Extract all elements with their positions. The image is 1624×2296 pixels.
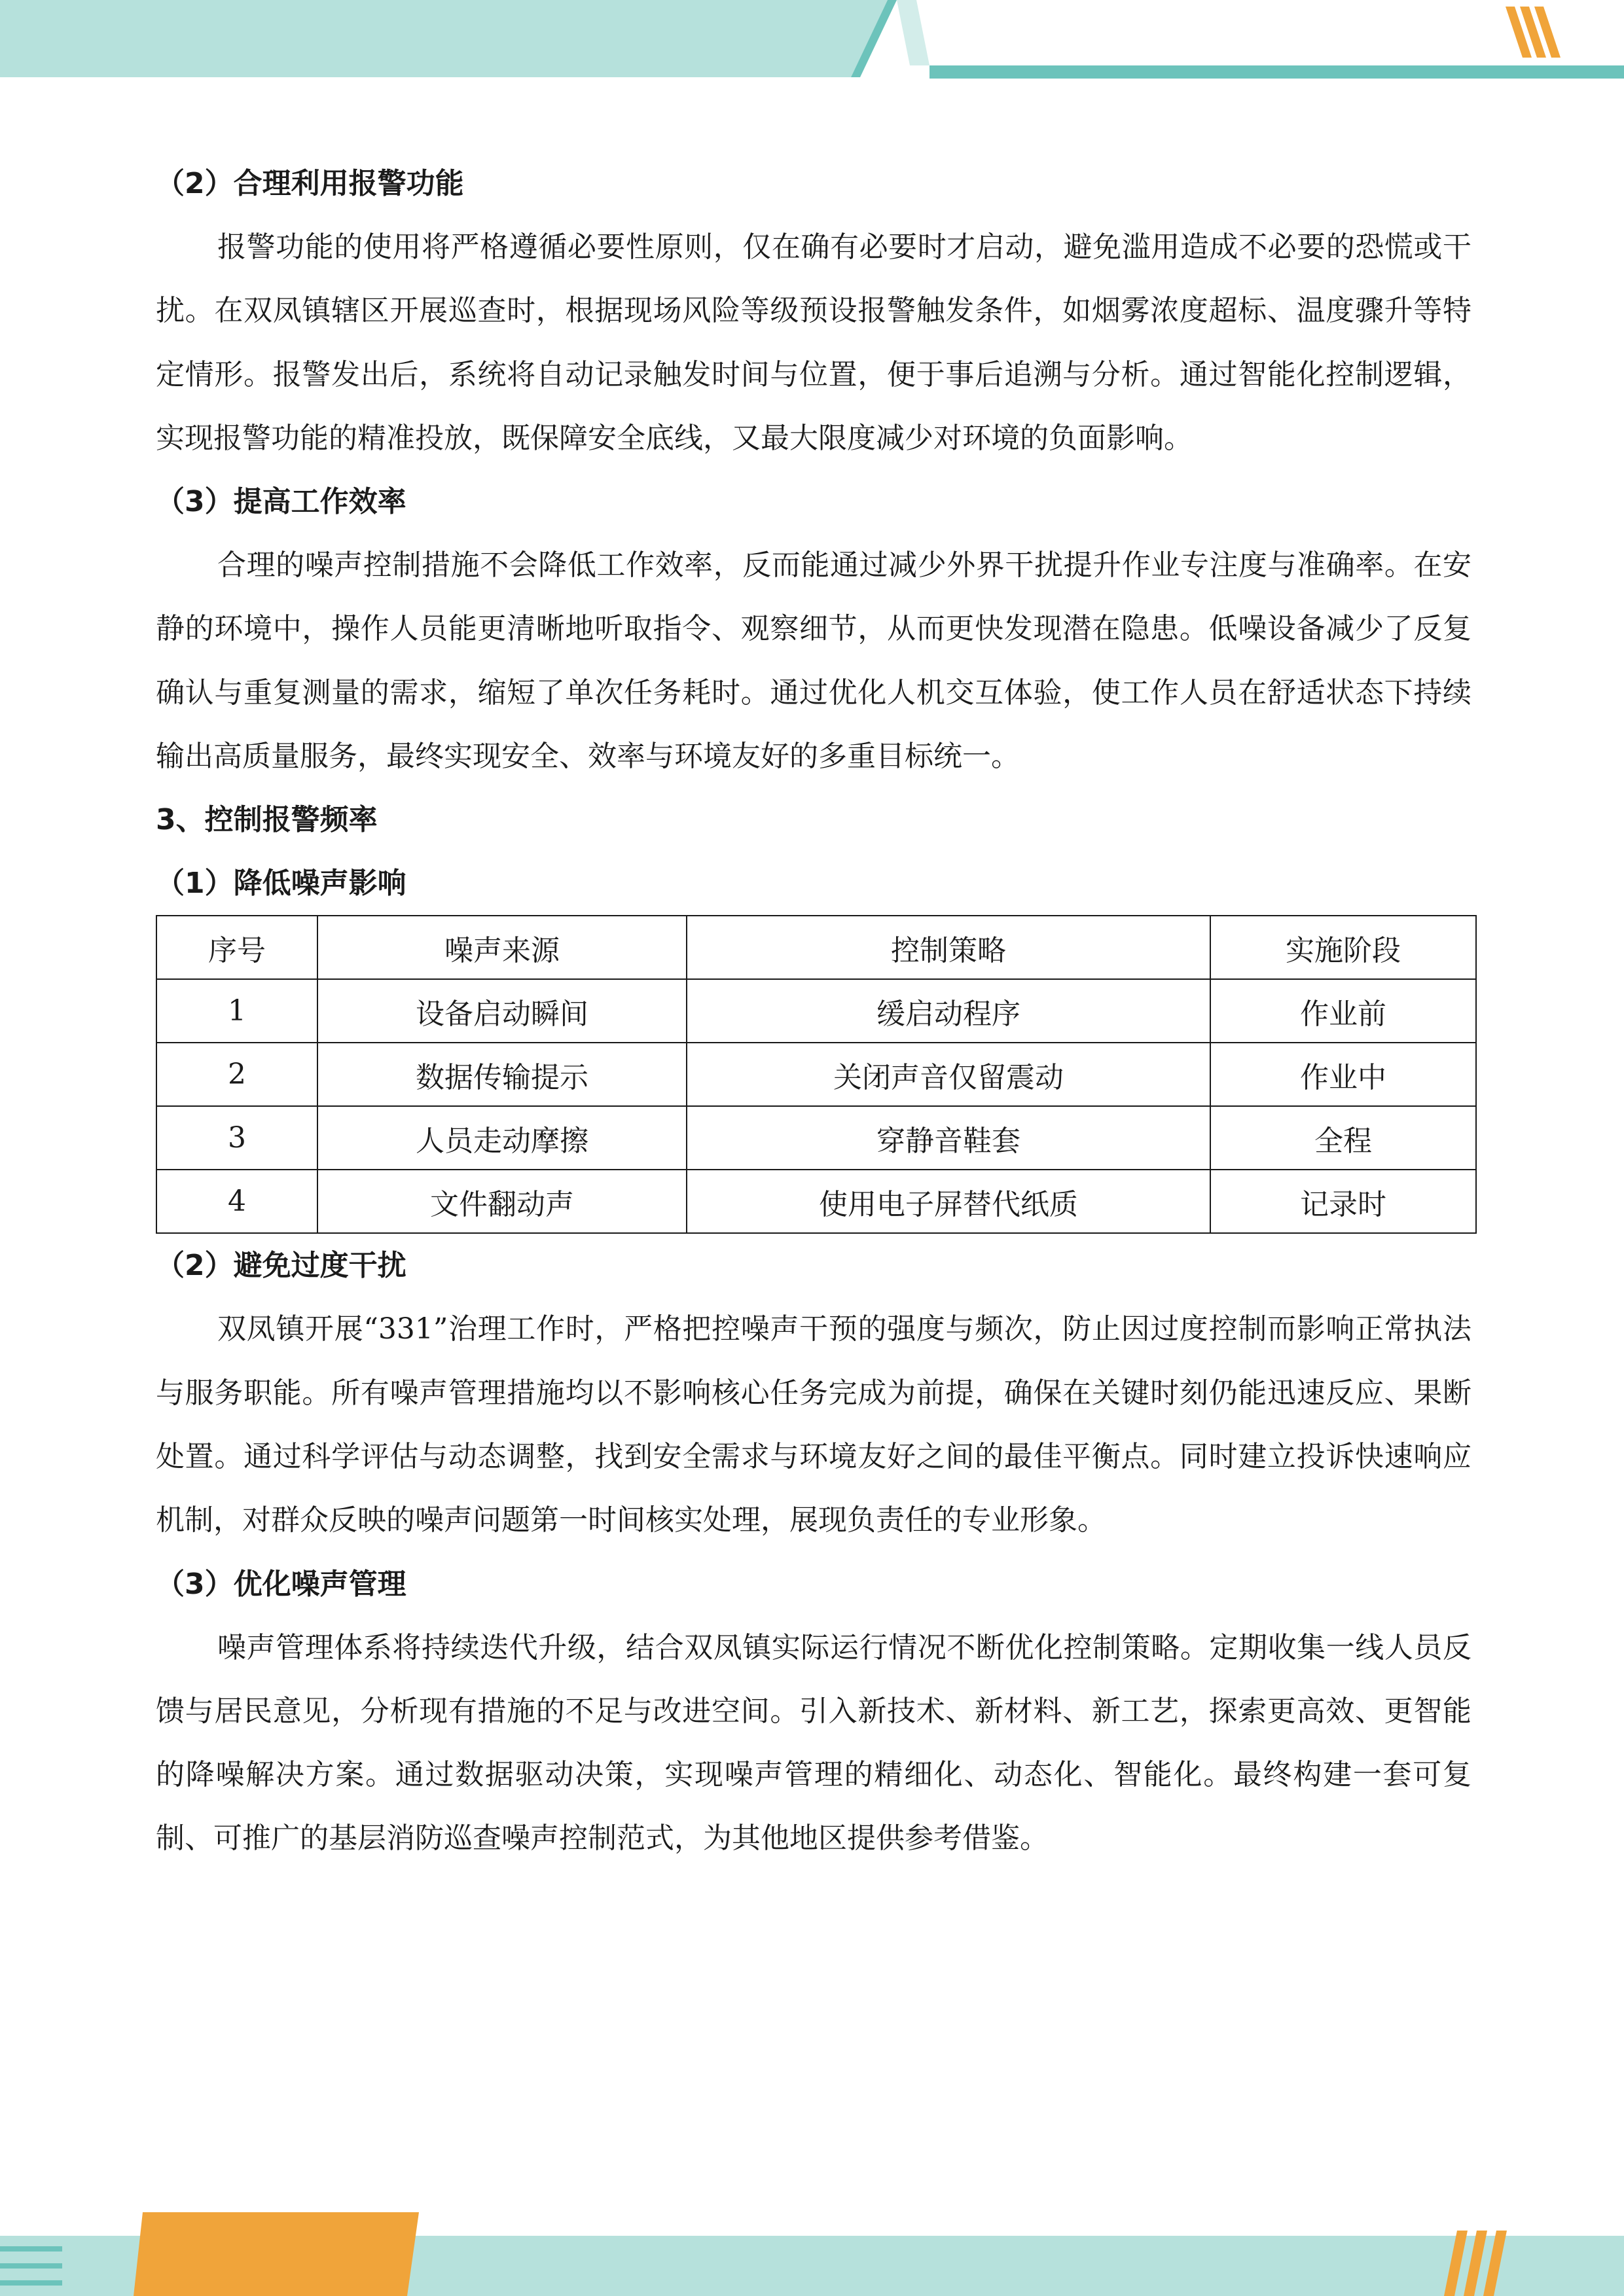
noise-control-table [156, 915, 1477, 1234]
section-heading-efficiency: （3）提高工作效率 [156, 485, 406, 519]
table-cell: 人员走动摩擦 [317, 1106, 687, 1170]
subsection-heading-noise: （1）降低噪声影响 [156, 867, 406, 901]
footer-accent [134, 2212, 419, 2296]
table-cell: 文件翻动声 [317, 1170, 687, 1233]
table-row [156, 1106, 1476, 1170]
table-row [156, 1043, 1476, 1106]
header-stripes-icon [1506, 7, 1561, 58]
section-paragraph-efficiency: 合理的噪声控制措施不会降低工作效率，反而能通过减少外界干扰提升作业专注度与准确率。在安静的环境中，操作人员能更清晰地听取指令、观察细节，从而更快发现潜在隐患。低噪设备减少了反复确认与重复测量的需求，缩短了单次任务耗时。通过优化人机交互体验，使工作人员在舒适状态下持续输出高质量服务，最终实现安全、效率与环境友好的多重目标统一。 [156, 548, 1471, 774]
table-cell: 1 [156, 979, 317, 1043]
subsection-heading-interference: （2）避免过度干扰 [156, 1249, 406, 1283]
header-decoration [0, 0, 1624, 85]
table-cell: 3 [156, 1106, 317, 1170]
section-heading-alarm: （2）合理利用报警功能 [156, 167, 464, 200]
table-header-cell: 实施阶段 [1210, 916, 1476, 979]
table-cell: 作业前 [1210, 979, 1476, 1043]
header-band [0, 0, 888, 77]
table-cell: 设备启动瞬间 [317, 979, 687, 1043]
table-header-cell: 序号 [156, 916, 317, 979]
subsection-heading-management: （3）优化噪声管理 [156, 1567, 406, 1601]
table-header-cell: 噪声来源 [317, 916, 687, 979]
table-cell: 2 [156, 1043, 317, 1106]
table-cell: 穿静音鞋套 [687, 1106, 1210, 1170]
table-header-cell: 控制策略 [687, 916, 1210, 979]
main-heading: 3、控制报警频率 [156, 803, 378, 837]
table-cell: 全程 [1210, 1106, 1476, 1170]
table-row [156, 979, 1476, 1043]
table-cell: 缓启动程序 [687, 979, 1210, 1043]
footer-decoration [0, 2212, 1624, 2296]
section-paragraph-alarm: 报警功能的使用将严格遵循必要性原则，仅在确有必要时才启动，避免滥用造成不必要的恐慌或干扰。在双凤镇辖区开展巡查时，根据现场风险等级预设报警触发条件，如烟雾浓度超标、温度骤升等特定情形。报警发出后，系统将自动记录触发时间与位置，便于事后追溯与分析。通过智能化控制逻辑，实现报警功能的精准投放，既保障安全底线，又最大限度减少对环境的负面影响。 [156, 230, 1471, 455]
table-cell: 使用电子屏替代纸质 [687, 1170, 1210, 1233]
subsection-paragraph-management: 噪声管理体系将持续迭代升级，结合双凤镇实际运行情况不断优化控制策略。定期收集一线人员反馈与居民意见，分析现有措施的不足与改进空间。引入新技术、新材料、新工艺，探索更高效、更智能的降噪解决方案。通过数据驱动决策，实现噪声管理的精细化、动态化、智能化。最终构建一套可复制、可推广的基层消防巡查噪声控制范式，为其他地区提供参考借鉴。 [156, 1630, 1471, 1856]
table-cell: 数据传输提示 [317, 1043, 687, 1106]
table-cell: 关闭声音仅留震动 [687, 1043, 1210, 1106]
header-shade [897, 0, 929, 65]
table-row [156, 1170, 1476, 1233]
table-header-row [156, 916, 1476, 979]
document-body [156, 152, 1471, 1871]
table-cell: 作业中 [1210, 1043, 1476, 1106]
table-cell: 记录时 [1210, 1170, 1476, 1233]
subsection-paragraph-interference: 双凤镇开展“331”治理工作时，严格把控噪声干预的强度与频次，防止因过度控制而影响正常执法与服务职能。所有噪声管理措施均以不影响核心任务完成为前提，确保在关键时刻仍能迅速反应、果断处置。通过科学评估与动态调整，找到安全需求与环境友好之间的最佳平衡点。同时建立投诉快速响应机制，对群众反映的噪声问题第一时间核实处理，展现负责任的专业形象。 [156, 1312, 1471, 1537]
header-rule [929, 65, 1624, 79]
table-cell: 4 [156, 1170, 317, 1233]
